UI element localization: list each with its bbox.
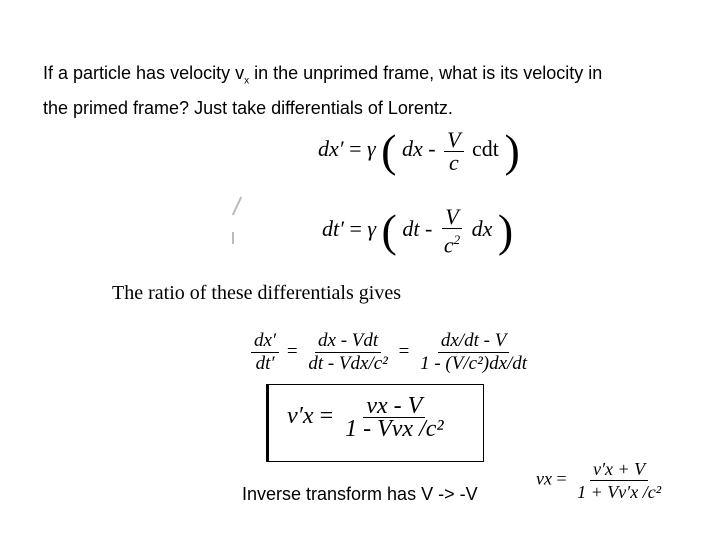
eq3-fraction-1: [251, 330, 279, 375]
eq5-lhs: vx: [536, 468, 552, 489]
eq2-equals: =: [349, 216, 362, 242]
intro-subscript: x: [244, 75, 250, 87]
equation-inverse: [536, 458, 667, 503]
eq4-equals: =: [319, 403, 334, 430]
equation-dt-prime: [322, 206, 513, 256]
eq2-fraction: [441, 206, 463, 256]
intro-line-2: the primed frame? Just take differentials of Lorentz.: [43, 97, 453, 118]
eq5-den: 1 + Vv′x /c²: [577, 482, 662, 502]
eq3-f2-num: dx - Vdt: [315, 330, 381, 353]
eq2-term2: dx: [471, 216, 493, 242]
eq2-frac-num: V: [442, 206, 461, 229]
eq1-fraction: [444, 126, 463, 175]
eq4-lhs: v′x: [287, 403, 314, 430]
eq2-close-paren: ): [497, 205, 514, 257]
eq1-frac-num: V: [444, 129, 463, 152]
eq2-open-paren: (: [381, 205, 397, 257]
eq3-equals-2: =: [398, 340, 410, 362]
eq2-gamma: γ: [367, 216, 377, 242]
eq2-frac-den-exp: 2: [453, 232, 461, 247]
equation-ratio: [248, 330, 533, 375]
eq2-term1: dt: [402, 216, 420, 242]
intro-line-1: [43, 60, 703, 95]
eq1-frac-den: c: [448, 149, 459, 175]
eq2-frac-den-base: c: [443, 232, 454, 258]
eq3-f1-num: dx′: [251, 330, 279, 353]
eq5-equals: =: [556, 468, 567, 489]
boxed-velocity-result: [266, 384, 484, 462]
eq1-term2: cdt: [472, 136, 499, 162]
equation-dx-prime: [318, 125, 520, 176]
eq3-f2-den: dt - Vdx/c²: [308, 353, 388, 374]
eq2-frac-den: [441, 229, 463, 256]
intro-line-1-end: in the unprimed frame, what is its velocity in: [249, 63, 603, 83]
eq1-open-paren: (: [381, 125, 397, 176]
intro-paragraph: [43, 60, 703, 121]
eq3-equals-1: =: [286, 340, 298, 362]
eq4-den: 1 - Vvx /c²: [345, 416, 444, 442]
eq3-fraction-2: [305, 330, 391, 375]
eq3-fraction-3: [417, 330, 530, 375]
eq3-f3-den: 1 - (V/c²)dx/dt: [420, 353, 528, 374]
eq1-minus: -: [428, 136, 436, 162]
eq1-term1: dx: [402, 136, 423, 162]
scan-speck: [232, 197, 242, 216]
eq4-num: vx - V: [363, 395, 425, 418]
eq5-fraction: [574, 458, 664, 503]
eq4-fraction: [342, 395, 446, 440]
eq2-minus: -: [424, 216, 433, 242]
equation-v-prime: [287, 395, 450, 440]
eq1-equals: =: [349, 136, 362, 162]
eq2-lhs: dt′: [322, 216, 344, 242]
eq1-gamma: γ: [367, 136, 376, 162]
intro-line-1-start: If a particle has velocity v: [43, 63, 245, 83]
ratio-statement: The ratio of these differentials gives: [112, 282, 401, 304]
inverse-transform-note: Inverse transform has V -> -V: [242, 484, 478, 504]
eq3-f3-num: dx/dt - V: [438, 330, 509, 353]
eq3-f1-den: dt′: [255, 353, 275, 374]
eq1-close-paren: ): [504, 125, 520, 176]
scan-speck: [232, 232, 234, 244]
eq5-num: v′x + V: [590, 458, 648, 481]
eq1-lhs: dx′: [318, 136, 344, 162]
